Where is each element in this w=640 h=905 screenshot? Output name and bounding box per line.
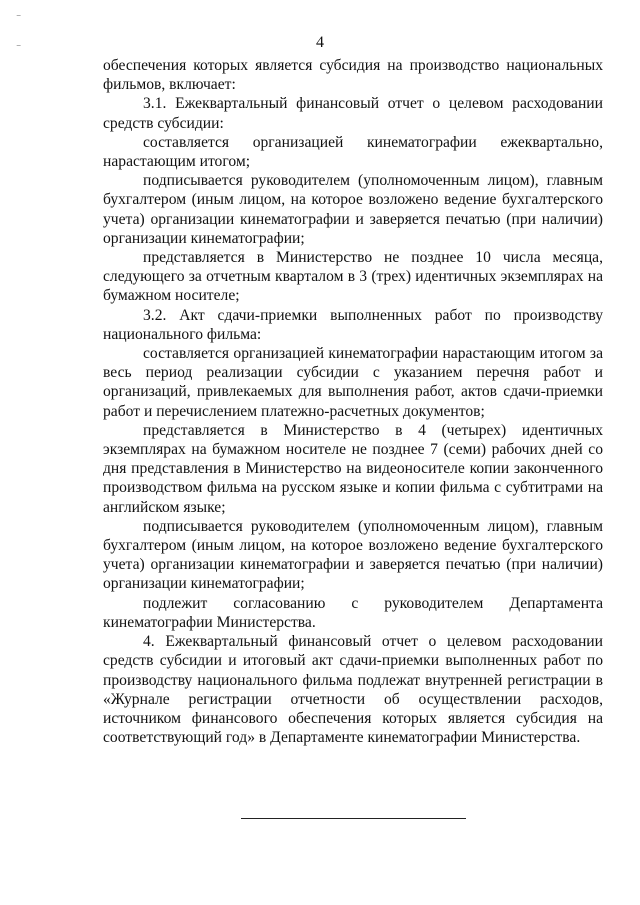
paragraph-3-1-submitted: представляется в Министерство не позднее 10 числа месяца, следующего за отчетным кварталом в 3 (трех) идентичных экземплярах на бумажном носителе; (103, 249, 603, 305)
scan-artifact-mark: ⁻ (16, 13, 22, 24)
paragraph-continuation: обеспечения которых является субсидия на производство национальных фильмов, включает: (103, 57, 603, 94)
document-body (103, 56, 603, 747)
scan-artifact-mark: ⁻ (16, 43, 22, 54)
paragraph-3-2-approval: подлежит согласованию с руководителем Департамента кинематографии Министерства. (103, 594, 603, 631)
paragraph-3-2-heading: 3.2. Акт сдачи-приемки выполненных работ по производству национального фильма: (103, 306, 603, 343)
paragraph-3-1-compiled: составляется организацией кинематографии ежеквартально, нарастающим итогом; (103, 133, 603, 171)
paragraph-4-registration: 4. Ежеквартальный финансовый отчет о целевом расходовании средств субсидии и итоговый акт сдачи-приемки выполненных работ по производству национального фильма подлежат внутренней регистрации в «Журнале регистрации отчетности об осуществлении расходов, источником финансового обеспечения которых является субсидия на соответствующий год» в Департаменте кинематографии Министерства. (103, 633, 603, 747)
page-number: 4 (316, 34, 324, 51)
paragraph-3-1-heading: 3.1. Ежеквартальный финансовый отчет о целевом расходовании средств субсидии: (103, 95, 603, 132)
paragraph-3-2-compiled: составляется организацией кинематографии нарастающим итогом за весь период реализации субсидии с указанием перечня работ и организаций, привлекаемых для выполнения работ, актов сдачи-приемки работ и перечислением платежно-расчетных документов; (103, 345, 603, 420)
paragraph-3-1-signed: подписывается руководителем (уполномоченным лицом), главным бухгалтером (иным лицом, на которое возложено ведение бухгалтерского учета) организации кинематографии и заверяется печатью (при наличии) организации кинематографии; (103, 172, 603, 247)
paragraph-3-2-signed: подписывается руководителем (уполномоченным лицом), главным бухгалтером (иным лицом, на которое возложено ведение бухгалтерского учета) организации кинематографии и заверяется печатью (при наличии) организации кинематографии; (103, 517, 603, 593)
paragraph-3-2-submitted: представляется в Министерство в 4 (четырех) идентичных экземплярах на бумажном носителе не позднее 7 (семи) рабочих дней со дня представления в Министерство на видеоносителе копии законченного производством фильма на русском языке и копии фильма с субтитрами на английском языке; (103, 421, 603, 516)
end-of-document-rule (241, 818, 466, 819)
